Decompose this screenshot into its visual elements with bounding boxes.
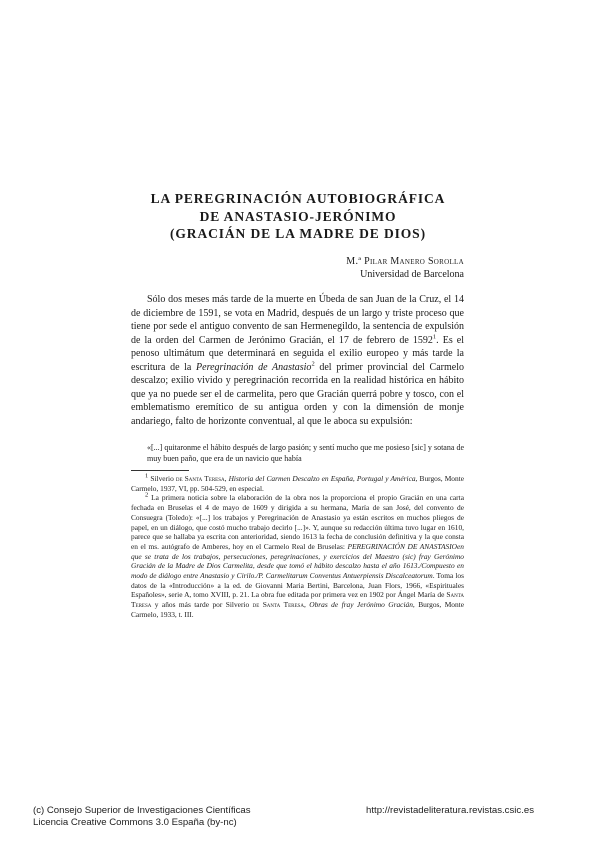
title-line-1: LA PEREGRINACIÓN AUTOBIOGRÁFICA bbox=[150, 191, 446, 206]
footnote-text: , Burgos, Monte Carmelo, 1937, VI, pp. 504-529, en especial. bbox=[131, 474, 464, 493]
footnote-smallcaps: PEREGRINACIÓN DE ANASTASIO bbox=[347, 541, 458, 551]
quote-text: «[...] quitaronme el hábito después de largo pasión; y sentí mucho que me posieso [sic] y sotana de muy buen paño, que era de un navicio que había bbox=[147, 443, 464, 463]
footnote-separator bbox=[131, 470, 189, 471]
license-line: Licencia Creative Commons 3.0 España (by-nc) bbox=[33, 817, 237, 828]
footnotes bbox=[131, 474, 464, 620]
footnote-text: , bbox=[303, 600, 310, 610]
footnote-smallcaps: de Santa Teresa bbox=[252, 600, 304, 610]
footnote-italic: en que se trata de los trabajos, persecuciones, peregrinaciones, y exercicios del Maestro (sic) fray Gerónimo Gracián de la Madre de Dios Carmelita, desde que tomó el hábito descalzo hasta el año 1613./Compuesto en modo de diálogo entre Anastasio y Cirilo./P. Carmelitarum Conventus Antuerpiensis Discalceatorum bbox=[131, 541, 464, 581]
article-title bbox=[110, 190, 486, 243]
footnote-text: , Burgos, Monte Carmelo, 1933, t. III. bbox=[131, 600, 464, 619]
footnote-1 bbox=[131, 474, 464, 493]
body-text bbox=[131, 293, 464, 428]
body-text-run: del primer provincial del Carmelo descalzo; exilio vivido y peregrinación recorrida en la realidad histórica en hábito que ya no puede ser el de carmelita, pero que Gracián querrá pobre y tosco, con el emblematismo eremítico de su antigua orden y con la dimensión de monje andariego, falto de horizonte conventual, al que le aboca su expulsión: bbox=[131, 361, 464, 427]
copyright-line: (c) Consejo Superior de Investigaciones Científicas bbox=[33, 805, 251, 816]
footnote-smallcaps: Santa Teresa bbox=[131, 590, 464, 610]
footnote-number: 2 bbox=[145, 491, 149, 499]
footnote-text: . Toma los datos de la «Introducción» a la ed. de Giovanni Maria Bertini, Barcelona, Juan Flors, 1966, «Espirituales Españoles», serie A, tomo XVIII, p. 21. La obra fue editada por primera vez en 1902 por Ángel María de bbox=[131, 571, 464, 600]
body-text-run: Sólo dos meses más tarde de la muerte en Úbeda de san Juan de la Cruz, el 14 de diciembre de 1591, se vota en Madrid, después de un largo y triste proceso que tiene por sede el antiguo convento de san Hermenegildo, la sentencia de expulsión de la orden del Carmen de Jerónimo Gracián, el 17 de febrero de 1592 bbox=[131, 294, 464, 346]
body-paragraph bbox=[131, 293, 464, 428]
footnote-text: , bbox=[224, 474, 229, 483]
title-line-2: DE ANASTASIO-JERÓNIMO bbox=[199, 208, 397, 224]
author-name: M.ª Pilar Manero Sorolla bbox=[346, 256, 464, 267]
body-text-run: . Es el penoso ultimátum que determinará en seguida el exilio europeo y más tarde la escritura de la bbox=[131, 334, 465, 373]
footnote-text: y años más tarde por Silverio bbox=[151, 600, 253, 610]
journal-url-link[interactable]: http://revistadeliteratura.revistas.csic.es bbox=[366, 805, 534, 816]
author-block bbox=[346, 256, 464, 281]
journal-url[interactable] bbox=[366, 805, 534, 817]
footnote-text: Silverio bbox=[150, 474, 176, 483]
block-quote bbox=[147, 443, 464, 465]
footnote-ref-2[interactable]: 2 bbox=[311, 360, 315, 368]
copyright-notice bbox=[33, 805, 251, 829]
footnote-number: 1 bbox=[145, 472, 149, 480]
work-title-italic: Peregrinación de Anastasio bbox=[196, 361, 312, 373]
footnote-text: La primera noticia sobre la elaboración de la obra nos la proporciona el propio Gracián en una carta fechada en Bruselas el 4 de mayo de 1609 y dirigida a su hermana, María de san José, del convento de Consuegra (Toledo): «[...] los trabajos y Peregrinación de Anastasio ya están escritos en muchos pliegos de papel, en un diálogo, que costó mucho trabajo decirlo [...]». Y, aunque su redacción última tuvo lugar en 1610, parece que se hallaba ya escrita con anterioridad, siendo 1613 la fecha de conclusión definitiva y la que consta en el ms. autógrafo de Amberes, hoy en el Carmelo Real de Bruselas: bbox=[131, 493, 464, 551]
title-line-3: (GRACIÁN DE LA MADRE DE DIOS) bbox=[170, 226, 426, 241]
footnote-smallcaps: de Santa Teresa bbox=[175, 474, 225, 483]
footnote-ref-1[interactable]: 1 bbox=[432, 333, 437, 341]
footnote-italic: Obras de fray Jerónimo Gracián bbox=[309, 600, 413, 610]
author-affiliation: Universidad de Barcelona bbox=[360, 268, 464, 280]
footnote-italic: Historia del Carmen Descalzo en España, Portugal y América bbox=[228, 474, 416, 483]
footnote-2 bbox=[131, 493, 464, 619]
